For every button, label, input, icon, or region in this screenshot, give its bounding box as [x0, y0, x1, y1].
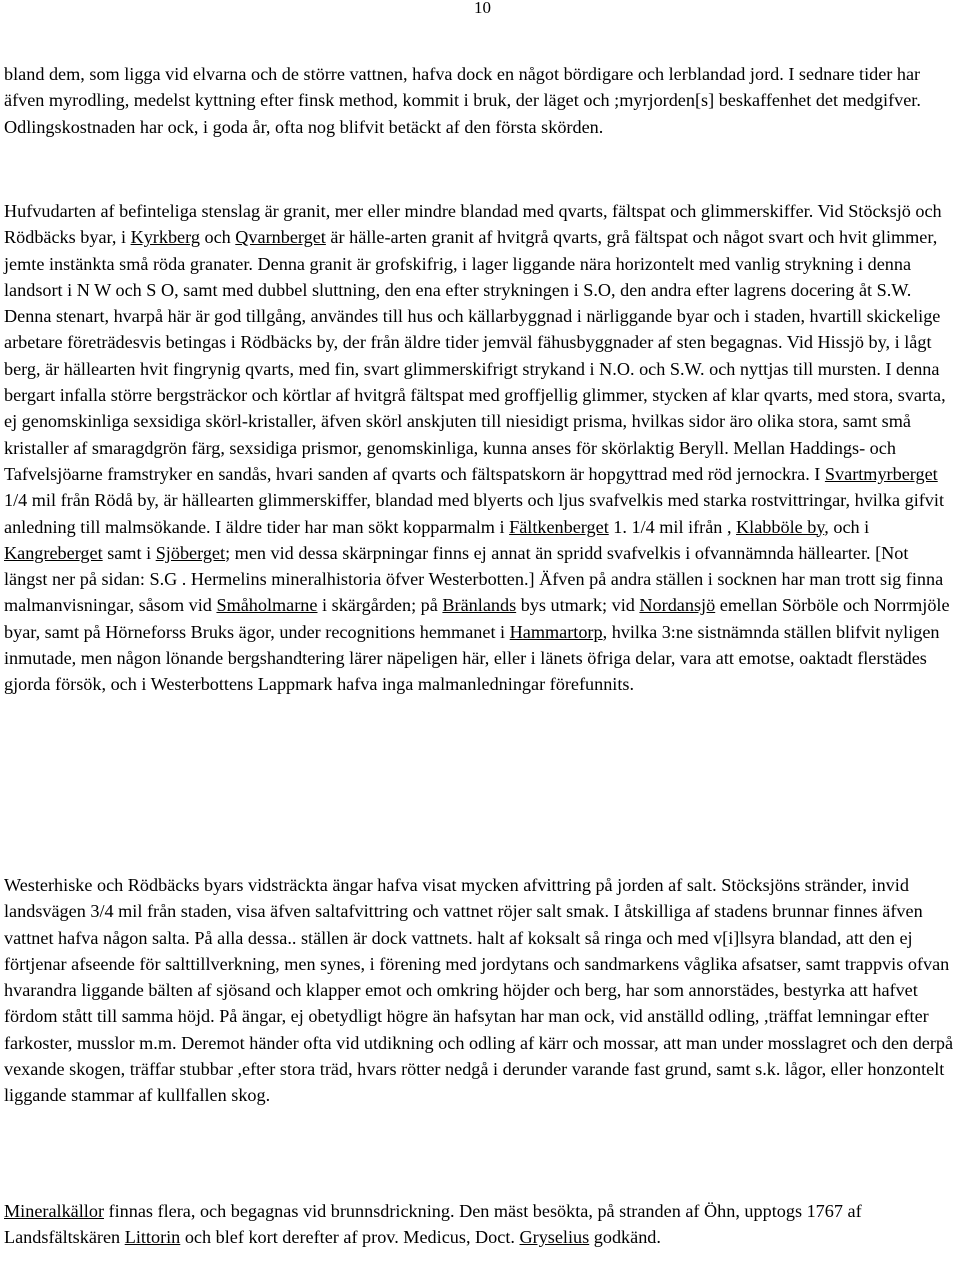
paragraph [4, 198, 956, 698]
text-run: är hälle-arten granit af hvitgrå qvarts, grå fältspat och något svart och hvit glimmer, jemte instänkta små röda granater. Denna granit är grofskifrig, i lager liggande nära horizontelt med vanlig strykning i denna landsort i N W och S O, samt med dubbel sluttning, den ena efter strykningen i S.O, den andra efter lagrens docering åt S.W. Denna stenart, hvarpå här är god tillgång, användes till hus och källarbyggnad i närliggande byar och i staden, hvartill skickelige arbetare företrädesvis betingas i Rödbäcks by, der från äldre tider jemväl fähusbyggnader af sten begagnas. Vid Hissjö by, i lågt berg, är hällearten hvit fingrynig qvarts, med fin, svart glimmerskifrigt strykand i N.O. och S.W. och nyttjas till mursten. I denna bergart infalla större bergsträckor och körtlar af hvitgrå fältspat med groffjellig glimmer, stycken af klar qvarts, med stora, svarta, ej genomskinliga sexsidiga skörl-kristaller, äfven skörl anskjuten till niesidigt prisma, hvilkas sidor äro olika stora, samt små kristaller af smaragdgrön färg, sexsidiga prismor, genomskinliga, kunna anses för skörlaktig Beryll. Mellan Haddings- och Tafvelsjöarne framstryker en sandås, hvari sanden af qvarts och fältspatskorn är hopgyttrad med röd jernockra. I [4, 227, 946, 484]
text-run: 1/4 mil från Rödå by, är hällearten glimmerskiffer, blandad med blyerts och ljus svafvelkis med starka rostvittringar, hvilka gifvit anledning till malmsökande. I äldre tider har man sökt kopparmalm i [4, 490, 945, 537]
text-run: finnas flera, och begagnas vid brunnsdrickning. Den mäst besökta, på stranden af Öhn, upptogs 1767 af Landsfältskären [4, 1201, 862, 1248]
text-run: emellan Sörböle och Norrmjöle byar, samt på Hörneforss Bruks ägor, under recognitions hemmanet i [4, 595, 950, 642]
text-run: Hufvudarten af befinteliga stenslag är granit, mer eller mindre blandad med qvarts, fältspat och glimmerskiffer. Vid Stöcksjö och Rödbäcks byar, i [4, 201, 942, 248]
text-run: och [199, 227, 236, 248]
underlined-place-name: Kangreberget [4, 542, 103, 563]
text-run: bys utmark; vid [516, 595, 640, 616]
underlined-place-name: Gryselius [519, 1227, 590, 1248]
paragraph [4, 61, 956, 140]
paragraph [4, 872, 956, 1109]
text-run: ; men vid dessa skärpningar finns ej annat än spridd svafvelkis i ofvannämnda hällearter. [Not längst ner på sidan: S.G . Hermelins mineralhistoria öfver Westerbotten.] Äfven på andra ställen i socknen har man trott sig finna malmanvisningar, såsom vid [4, 542, 944, 616]
underlined-place-name: Qvarnberget [235, 227, 326, 248]
text-run: och blef kort derefter af prov. Medicus, Doct. [180, 1227, 520, 1248]
underlined-place-name: Sjöberget [155, 542, 226, 563]
text-run: godkänd. [589, 1227, 661, 1248]
text-run: , hvilka 3:ne sistnämnda ställen blifvit nyligen inmutade, men någon lönande bergshandtering lärer näpeligen här, eller i länets öfriga delar, vara att emotse, oaktadt flerstädes gjorda försök, och i Westerbottens Lappmark hafva inga malmanledningar förefunnits. [4, 621, 940, 695]
text-run: i skärgården; på [317, 595, 443, 616]
underlined-place-name: Bränlands [442, 595, 517, 616]
text-run: Westerhiske och Rödbäcks byars vidsträckta ängar hafva visat mycken afvittring på jorden af salt. Stöcksjöns stränder, invid landsvägen 3/4 mil från staden, visa äfven saltafvittring och vattnet röjer salt smak. I åtskilliga af stadens brunnar finnes äfven vattnet hafva någon salta. På alla dessa.. ställen är dock vattnets. halt af koksalt så ringa och med v[i]lsyra blandad, att den ej förtjenar afseende för salttillverkning, men synes, i förening med jordytans och sandmarkens våglika afsatser, samt trappvis ofvan hvarandra liggande bälten af sjösand och klapper emot och omkring höjder och berg, har som annorstädes, bestyrka att hafvet fördom stått till samma höjd. På ängar, ej obetydligt högre än hafsytan har man ock, vid anställd odling, ,träffat lemningar efter farkoster, musslor m.m. Deremot händer ofta vid utdikning och odling af kärr och mossar, att man under mosslagret och den derpå vexande skogen, träffar stubbar ,efter stora träd, hvars rötter nedgå i derunder varande fast grund, samt s.k. lågor, eller honzontelt liggande stammar af kullfallen skog. [4, 875, 954, 1106]
paragraph [4, 1198, 956, 1251]
page-number: 10 [474, 0, 491, 17]
underlined-place-name: Mineralkällor [4, 1201, 104, 1221]
underlined-place-name: Småholmarne [216, 595, 318, 616]
text-run: bland dem, som ligga vid elvarna och de större vattnen, hafva dock en något bördigare och lerblandad jord. I sednare tider har äfven myrodling, medelst kyttning efter finsk method, kommit i bruk, der läget och ;myrjorden[s] beskaffenhet det medgifver. Odlingskostnaden har ock, i goda år, ofta nog blifvit betäckt af den första skörden. [4, 64, 921, 137]
underlined-place-name: Hammartorp [509, 621, 603, 642]
text-run: samt i [102, 542, 156, 563]
text-run: , och i [824, 516, 870, 537]
text-run: 1. 1/4 mil ifrån , [608, 516, 737, 537]
underlined-place-name: Svartmyrberget [824, 463, 938, 484]
underlined-place-name: Klabböle by [736, 516, 825, 537]
underlined-place-name: Nordansjö [639, 595, 716, 616]
underlined-place-name: Fältkenberget [509, 516, 609, 537]
underlined-place-name: Littorin [124, 1227, 181, 1248]
underlined-place-name: Kyrkberg [130, 227, 200, 248]
